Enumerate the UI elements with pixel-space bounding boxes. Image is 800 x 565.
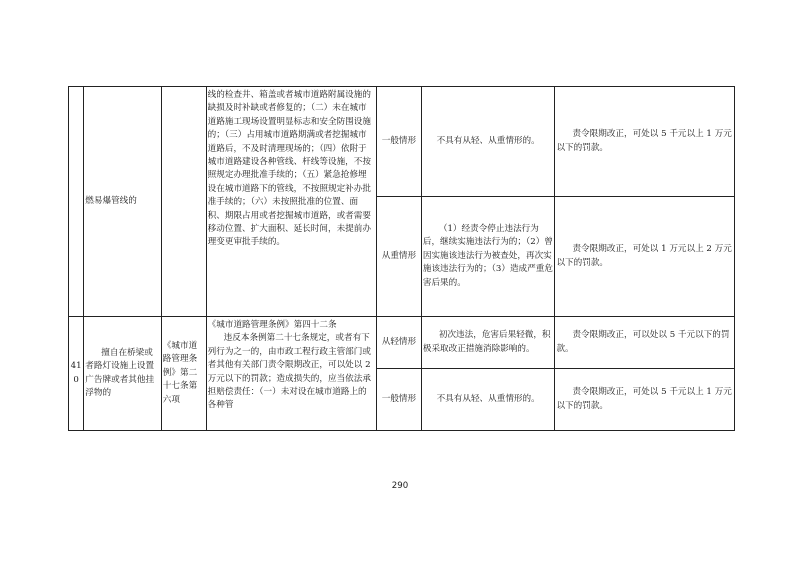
penalty-law-cell <box>206 87 376 317</box>
penalty-standard-cell: 责令限期改正，可处以 1 万元以上 2 万元以下的罚款。 <box>555 197 735 317</box>
legal-basis-cell <box>161 87 206 317</box>
penalty-standard-cell: 责令限期改正，可以处以 5 千元以下的罚款。 <box>555 317 735 369</box>
page-number: 290 <box>391 481 409 491</box>
circumstance-level-cell: 一般情形 <box>376 369 421 431</box>
legal-basis-cell: 《城市道路管理条例》第二十七条第六项 <box>161 317 206 431</box>
violation-item-text: 燃易爆管线的 <box>85 195 137 206</box>
penalty-standard-table <box>68 86 735 431</box>
circumstance-condition-cell: 不具有从轻、从重情形的。 <box>421 369 555 431</box>
penalty-standard-cell: 责令限期改正，可处以 5 千元以上 1 万元以下的罚款。 <box>555 369 735 431</box>
circumstance-level-cell: 从重情形 <box>376 197 421 317</box>
circumstance-condition-cell: （1）经责令停止违法行为后，继续实施违法行为的；（2）曾因实施该违法行为被查处，再次实施该违法行为的；（3）造成严重危害后果的。 <box>421 197 555 317</box>
row-number-cell <box>69 87 84 317</box>
circumstance-condition-cell: 不具有从轻、从重情形的。 <box>421 87 555 197</box>
table-row <box>69 87 735 197</box>
circumstance-level-cell: 从轻情形 <box>376 317 421 369</box>
table-row <box>69 317 735 369</box>
violation-item-cell <box>84 87 162 317</box>
penalty-law-cell <box>206 317 376 431</box>
circumstance-condition-cell: 初次违法，危害后果轻微，积极采取改正措施消除影响的。 <box>421 317 555 369</box>
violation-item-cell <box>84 317 162 431</box>
violation-item-text: 擅自在桥梁或者路灯设施上设置广告牌或者其他挂浮物的 <box>85 347 155 398</box>
row-number-cell: 410 <box>69 317 84 431</box>
penalty-law-text: 违反本条例第二十七条规定，或者有下列行为之一的，由市政工程行政主管部门或者其他有关部门责令限期改正，可以处以 2 万元以下的罚款；造成损失的，应当依法承担赔偿责任：（一）未对设在城市道路上的各种管 <box>207 333 371 411</box>
penalty-law-title: 《城市道路管理条例》第四十二条 <box>207 320 337 330</box>
penalty-law-text: 线的检查井、箱盖或者城市道路附属设施的缺损及时补缺或者修复的；（二）未在城市道路施工现场设置明显标志和安全防围设施的；（三）占用城市道路期满或者挖掘城市道路后，不及时清理现场的；（四）依附于城市道路建设各种管线、杆线等设施，不按照规定办理批准手续的；（五）紧急抢修埋设在城市道路下的管线，不按照规定补办批准手续的；（六）未按照批准的位置、面积、期限占用或者挖掘城市道路，或者需要移动位置、扩大面积、延长时间，未提前办理变更审批手续的。 <box>207 90 371 248</box>
circumstance-level-cell: 一般情形 <box>376 87 421 197</box>
penalty-standard-cell: 责令限期改正，可处以 5 千元以上 1 万元以下的罚款。 <box>555 87 735 197</box>
